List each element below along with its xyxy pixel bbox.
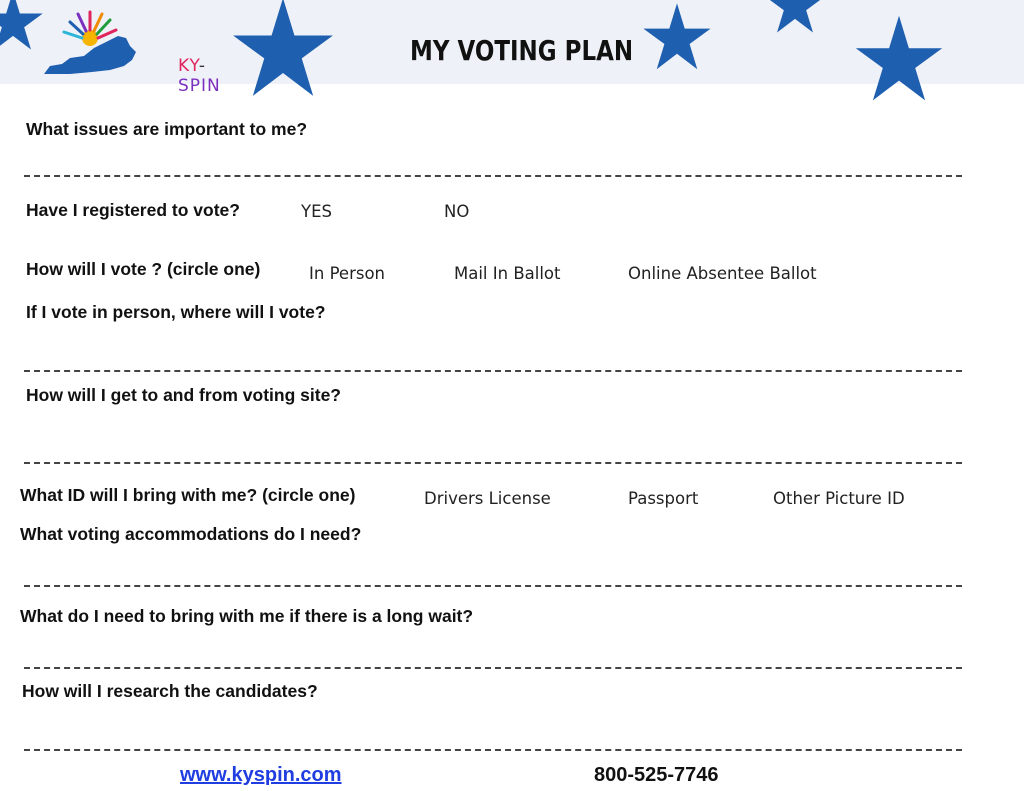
question-long-wait: What do I need to bring with me if there is a long wait? xyxy=(20,606,474,626)
divider-line xyxy=(24,585,962,587)
option-in-person[interactable]: In Person xyxy=(309,264,386,283)
logo-text: KY-SPIN xyxy=(178,56,221,96)
divider-line xyxy=(24,749,962,751)
star-icon xyxy=(764,0,826,36)
question-how-vote: How will I vote ? (circle one) xyxy=(26,259,261,279)
option-mail-in-ballot[interactable]: Mail In Ballot xyxy=(454,264,561,283)
question-transport: How will I get to and from voting site? xyxy=(26,385,341,405)
divider-line xyxy=(24,370,962,372)
question-id: What ID will I bring with me? (circle one) xyxy=(20,485,356,505)
star-icon xyxy=(228,0,338,100)
option-passport[interactable]: Passport xyxy=(628,489,699,508)
question-issues: What issues are important to me? xyxy=(26,119,308,139)
question-where-vote: If I vote in person, where will I vote? xyxy=(26,302,326,322)
star-icon xyxy=(0,0,44,52)
divider-line xyxy=(24,175,962,177)
star-icon xyxy=(852,14,946,104)
question-registered: Have I registered to vote? xyxy=(26,200,240,220)
option-online-absentee-ballot[interactable]: Online Absentee Ballot xyxy=(628,264,817,283)
star-icon xyxy=(640,2,714,72)
ky-spin-logo xyxy=(40,8,240,96)
phone-number: 800-525-7746 xyxy=(594,764,719,786)
question-research: How will I research the candidates? xyxy=(22,681,318,701)
option-other-picture-id[interactable]: Other Picture ID xyxy=(773,489,905,508)
website-link[interactable]: www.kyspin.com xyxy=(180,764,342,786)
divider-line xyxy=(24,667,962,669)
option-drivers-license[interactable]: Drivers License xyxy=(424,489,551,508)
divider-line xyxy=(24,462,962,464)
option-yes[interactable]: YES xyxy=(301,202,332,221)
option-no[interactable]: NO xyxy=(444,202,470,221)
question-accommodations: What voting accommodations do I need? xyxy=(20,524,362,544)
page-title: MY VOTING PLAN xyxy=(410,34,634,67)
